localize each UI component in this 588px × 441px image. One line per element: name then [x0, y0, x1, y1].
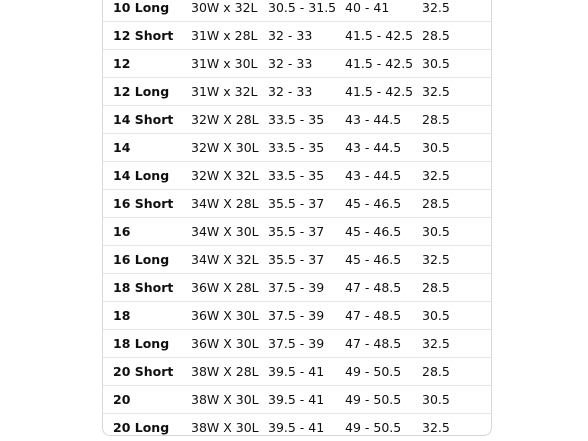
eu-size-cell: 41.5 - 42.5: [345, 50, 422, 78]
waist-length-cell: 34W X 32L: [191, 246, 268, 274]
waist-length-cell: 32W X 32L: [191, 162, 268, 190]
waist-length-cell: 31W x 28L: [191, 22, 268, 50]
waist-inch-cell: 39.5 - 41: [268, 420, 325, 435]
size-cell: 20 Short: [103, 358, 191, 386]
eu-size-cell: 49 - 50.5: [345, 358, 422, 386]
size-cell: 14 Long: [103, 162, 191, 190]
inseam-cell: 30.5: [422, 50, 491, 78]
size-chart-panel: [102, 0, 492, 436]
table-row: [103, 134, 491, 162]
eu-size-cell: 45 - 46.5: [345, 190, 422, 218]
size-cell: 18: [103, 302, 191, 330]
waist-length-cell: 32W X 28L: [191, 106, 268, 134]
inseam-cell: 32.5: [422, 78, 491, 106]
size-chart-body: [103, 0, 491, 436]
waist-inch-cell: 32 - 33: [268, 78, 345, 106]
waist-inch-cell: 39.5 - 41: [268, 358, 345, 386]
eu-size-cell: 41.5 - 42.5: [345, 22, 422, 50]
size-cell: 12 Long: [103, 78, 191, 106]
waist-length-cell: 36W X 28L: [191, 274, 268, 302]
size-cell: 12 Short: [103, 22, 191, 50]
table-row: [103, 218, 491, 246]
table-row: [103, 302, 491, 330]
table-row: [103, 358, 491, 386]
inseam-cell: 32.5: [422, 246, 491, 274]
waist-length-cell: 32W X 30L: [191, 134, 268, 162]
eu-size-cell: 45 - 46.5: [345, 218, 422, 246]
size-cell: 20 Long: [113, 420, 170, 435]
eu-size-cell: 49 - 50.5: [345, 420, 402, 435]
size-cell: 16: [103, 218, 191, 246]
waist-length-cell: 31W x 32L: [191, 78, 268, 106]
table-row: [103, 414, 491, 437]
table-row: [103, 0, 491, 22]
waist-inch-cell: 37.5 - 39: [268, 302, 345, 330]
eu-size-cell: 41.5 - 42.5: [345, 78, 422, 106]
table-row: [103, 330, 491, 358]
waist-length-cell: 38W X 28L: [191, 358, 268, 386]
table-row: [103, 386, 491, 414]
inseam-cell: 28.5: [422, 190, 491, 218]
waist-length-cell: 30W x 32L: [191, 0, 268, 22]
table-row: [103, 162, 491, 190]
waist-inch-cell: 33.5 - 35: [268, 106, 345, 134]
waist-inch-cell: 35.5 - 37: [268, 246, 345, 274]
inseam-cell: 32.5: [422, 330, 491, 358]
eu-size-cell: 40 - 41: [345, 0, 422, 22]
waist-length-cell: 36W X 30L: [191, 302, 268, 330]
size-cell: 18 Long: [103, 330, 191, 358]
table-row: [103, 274, 491, 302]
inseam-cell: 30.5: [422, 134, 491, 162]
eu-size-cell: 43 - 44.5: [345, 134, 422, 162]
size-cell: 16 Short: [103, 190, 191, 218]
waist-length-cell: 36W X 30L: [191, 330, 268, 358]
size-chart-table: [103, 0, 491, 436]
size-cell: 18 Short: [103, 274, 191, 302]
inseam-cell: 28.5: [422, 22, 491, 50]
size-cell: 14: [103, 134, 191, 162]
waist-inch-cell: 32 - 33: [268, 22, 345, 50]
table-row: [103, 190, 491, 218]
eu-size-cell: 47 - 48.5: [345, 274, 422, 302]
size-cell: 12: [103, 50, 191, 78]
eu-size-cell: 45 - 46.5: [345, 246, 422, 274]
waist-inch-cell: 30.5 - 31.5: [268, 0, 345, 22]
waist-length-cell: 34W X 30L: [191, 218, 268, 246]
waist-inch-cell: 35.5 - 37: [268, 190, 345, 218]
eu-size-cell: 49 - 50.5: [345, 386, 422, 414]
table-row: [103, 78, 491, 106]
waist-inch-cell: 39.5 - 41: [268, 386, 345, 414]
inseam-cell: 32.5: [422, 0, 491, 22]
inseam-cell: 30.5: [422, 302, 491, 330]
inseam-cell: 32.5: [422, 162, 491, 190]
waist-length-cell: 31W x 30L: [191, 50, 268, 78]
waist-inch-cell: 33.5 - 35: [268, 162, 345, 190]
waist-inch-cell: 37.5 - 39: [268, 330, 345, 358]
size-cell: 10 Long: [103, 0, 191, 22]
waist-inch-cell: 33.5 - 35: [268, 134, 345, 162]
waist-length-cell: 38W X 30L: [191, 386, 268, 414]
size-cell: 20: [103, 386, 191, 414]
eu-size-cell: 43 - 44.5: [345, 106, 422, 134]
waist-length-cell: 34W X 28L: [191, 190, 268, 218]
table-row: [103, 106, 491, 134]
table-row: [103, 246, 491, 274]
eu-size-cell: 43 - 44.5: [345, 162, 422, 190]
size-cell: 14 Short: [103, 106, 191, 134]
waist-inch-cell: 37.5 - 39: [268, 274, 345, 302]
inseam-cell: 28.5: [422, 358, 491, 386]
inseam-cell: 30.5: [422, 218, 491, 246]
size-cell: 16 Long: [103, 246, 191, 274]
eu-size-cell: 47 - 48.5: [345, 302, 422, 330]
inseam-cell: 28.5: [422, 274, 491, 302]
inseam-cell: 32.5: [422, 420, 450, 435]
inseam-cell: 28.5: [422, 106, 491, 134]
inseam-cell: 30.5: [422, 386, 491, 414]
table-row: [103, 50, 491, 78]
waist-length-cell: 38W X 30L: [191, 420, 259, 435]
waist-inch-cell: 32 - 33: [268, 50, 345, 78]
table-row: [103, 22, 491, 50]
eu-size-cell: 47 - 48.5: [345, 330, 422, 358]
waist-inch-cell: 35.5 - 37: [268, 218, 345, 246]
